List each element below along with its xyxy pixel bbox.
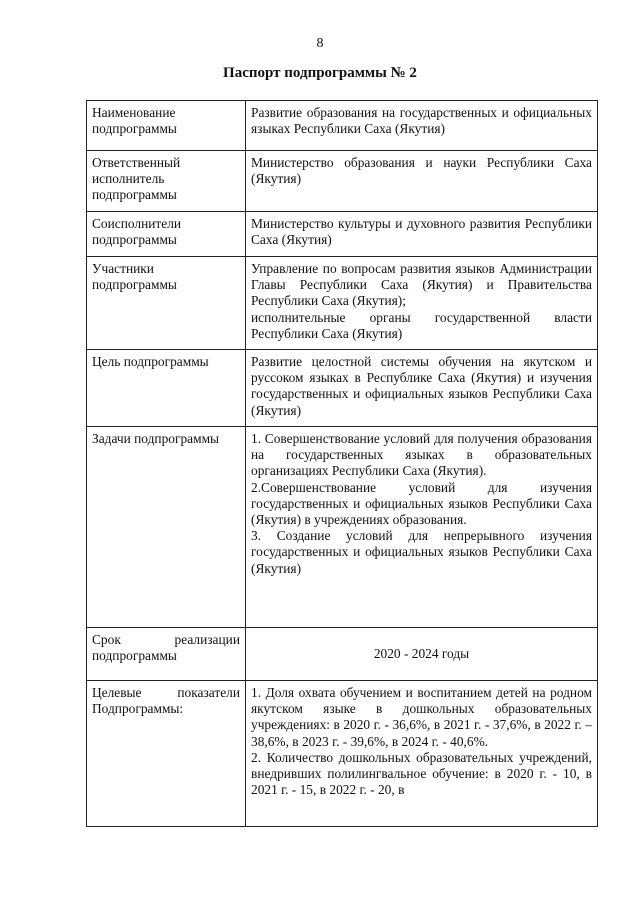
row-label: Наименование подпрограммы <box>87 101 246 151</box>
table-row-executor <box>87 151 598 212</box>
row-value <box>246 101 598 151</box>
value-paragraph: Развитие целостной системы обучения на якутском и руссоком языках в Республике Саха (Якутия) и изучения государственных и официальных языков Республики Саха (Якутия) <box>251 354 592 418</box>
value-paragraph: Министерство образования и науки Республики Саха (Якутия) <box>251 155 592 187</box>
row-value <box>246 427 598 628</box>
value-paragraph: 3. Создание условий для непрерывного изучения государственных и официальных языков Республики Саха (Якутия) <box>251 528 592 576</box>
table-row-coexecutors <box>87 212 598 257</box>
value-paragraph: 2.Совершенствование условий для изучения государственных и официальных языков Республики Саха (Якутия) в учреждениях образования. <box>251 479 592 528</box>
document-title: Паспорт подпрограммы № 2 <box>223 65 417 81</box>
row-value <box>246 212 598 257</box>
row-label: Цель подпрограммы <box>87 350 246 427</box>
page-number: 8 <box>316 36 324 51</box>
value-paragraph: 1. Совершенствование условий для получения образования на государственных языках в образовательных организациях Республики Саха (Якутия). <box>251 431 592 479</box>
value-paragraph: 2020 - 2024 годы <box>373 646 470 662</box>
row-value <box>246 151 598 212</box>
value-paragraph: Управление по вопросам развития языков Администрации Главы Республики Саха (Якутия) и Правительства Республики Саха (Якутия); <box>251 261 592 309</box>
table-row-tasks <box>87 427 598 628</box>
row-label: Целевые показатели Подпрограммы: <box>87 681 246 827</box>
table-row-name <box>87 101 598 151</box>
row-value <box>246 257 598 350</box>
table-row-period <box>87 628 598 681</box>
row-value <box>246 628 598 681</box>
table-row-indicators <box>87 681 598 827</box>
value-paragraph: исполнительные органы государственной власти Республики Саха (Якутия) <box>251 309 592 341</box>
value-paragraph: Развитие образования на государственных и официальных языках Республики Саха (Якутия) <box>251 105 592 137</box>
row-label: Задачи подпрограммы <box>87 427 246 628</box>
table-row-participants <box>87 257 598 350</box>
row-label: Соисполнители подпрограммы <box>87 212 246 257</box>
value-paragraph: 2. Количество дошкольных образовательных учреждений, внедривших полилингвальное обучение: в 2020 г. - 10, в 2021 г. - 15, в 2022 г. - 20, в <box>251 749 592 798</box>
passport-table <box>86 100 598 827</box>
value-paragraph: 1. Доля охвата обучением и воспитанием детей на родном якутском языке в дошкольных образовательных учреждениях: в 2020 г. - 36,6%, в 2021 г. - 37,6%, в 2022 г. – 38,6%, в 2023 г. - 39,6%, в 2024 г. - 40,6%. <box>251 685 592 749</box>
row-value <box>246 350 598 427</box>
row-label: Ответственный исполнитель подпрограммы <box>87 151 246 212</box>
row-label: Срок реализации подпрограммы <box>87 628 246 681</box>
table-row-goal <box>87 350 598 427</box>
row-value <box>246 681 598 827</box>
value-paragraph: Министерство культуры и духовного развития Республики Саха (Якутия) <box>251 216 592 248</box>
row-label: Участники подпрограммы <box>87 257 246 350</box>
